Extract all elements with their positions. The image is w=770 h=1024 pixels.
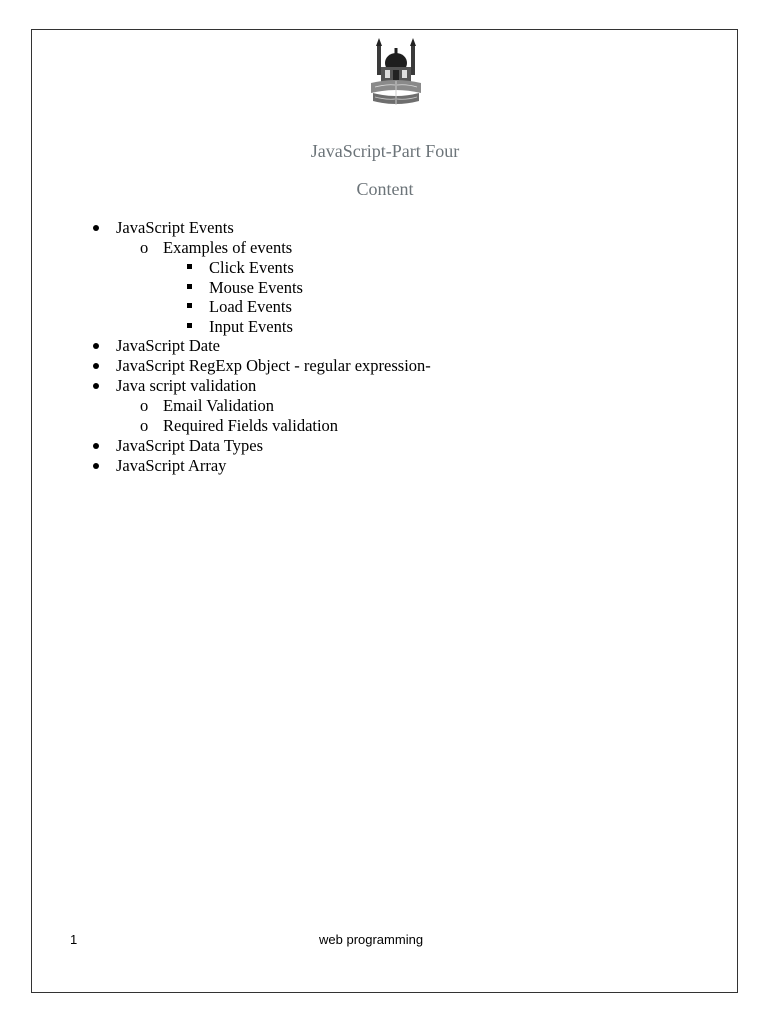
toc-subsubitem-mouse-events: Mouse Events — [0, 278, 770, 298]
toc-item-javascript-array: JavaScript Array — [0, 456, 770, 476]
toc-item-javascript-date: JavaScript Date — [0, 336, 770, 356]
toc-subsubitem-load-events: Load Events — [0, 297, 770, 317]
university-emblem-icon — [367, 37, 425, 109]
toc-item-regexp-object: JavaScript RegExp Object - regular expression- — [0, 356, 770, 376]
toc-subsubitem-click-events: Click Events — [0, 258, 770, 278]
toc-subitem-required-fields: o Required Fields validation — [0, 416, 770, 436]
page-border — [31, 29, 738, 993]
table-of-contents — [0, 218, 770, 476]
toc-subitem-examples-of-events: o Examples of events — [0, 238, 770, 258]
document-title-text: JavaScript-Part Four — [310, 141, 460, 161]
toc-subsubitem-input-events: Input Events — [0, 317, 770, 337]
toc-item-validation: Java script validation — [0, 376, 770, 396]
content-heading: Content — [356, 179, 414, 199]
toc-item-data-types: JavaScript Data Types — [0, 436, 770, 456]
footer-course-name: web programming — [319, 932, 424, 947]
toc-subitem-email-validation: o Email Validation — [0, 396, 770, 416]
toc-item-javascript-events: JavaScript Events — [0, 218, 770, 238]
document-title — [0, 141, 770, 162]
footer-page-number: 1 — [70, 932, 78, 947]
